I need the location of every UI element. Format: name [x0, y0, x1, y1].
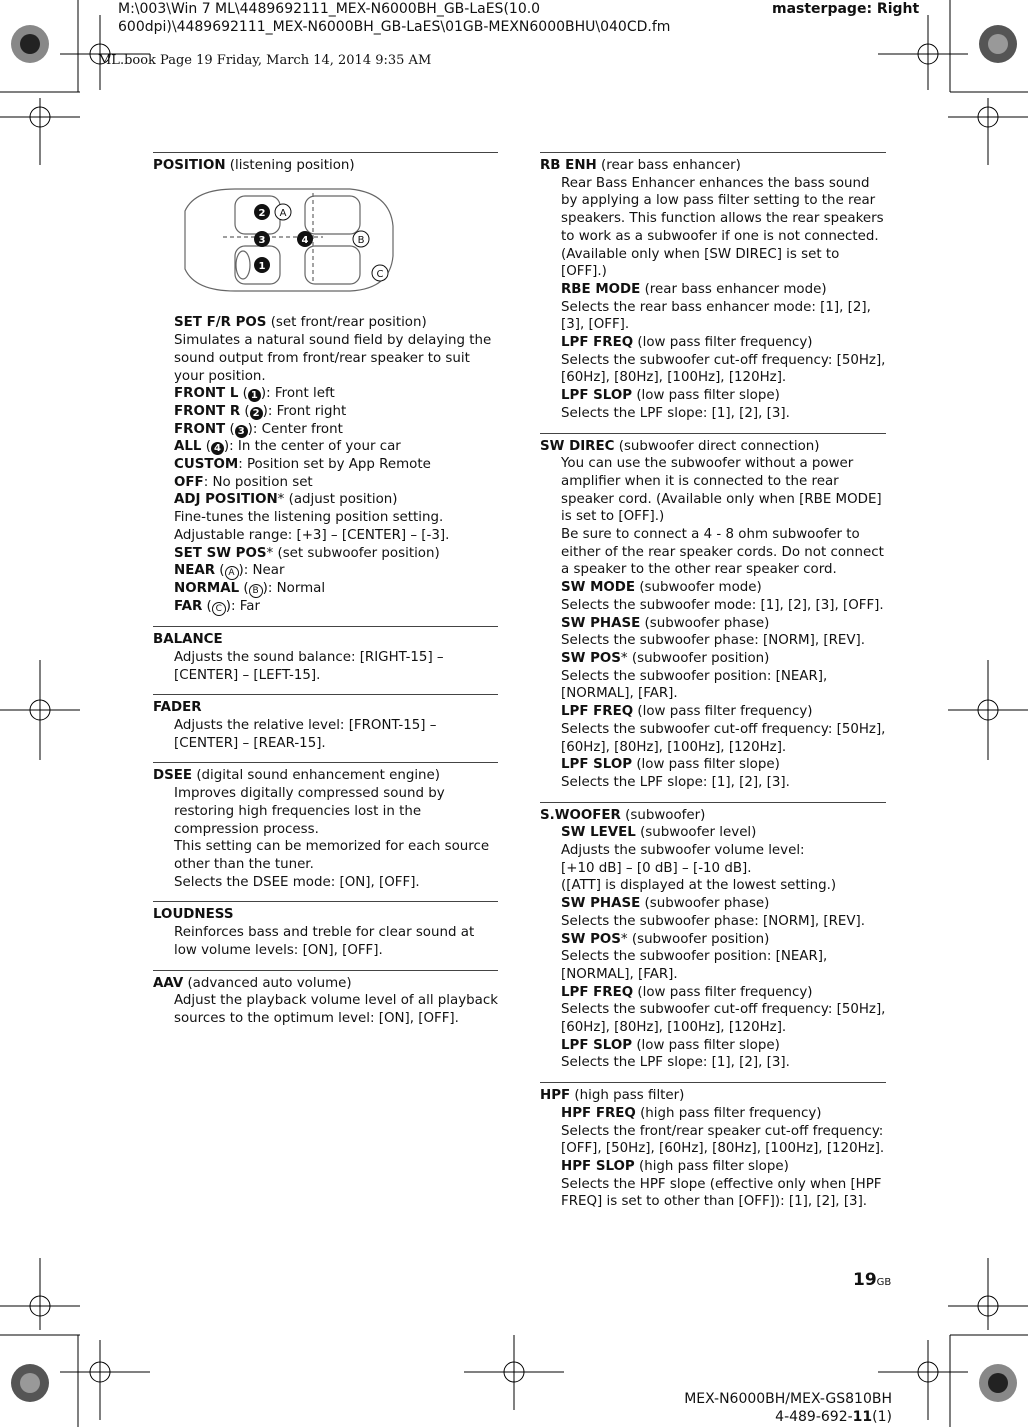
- marker-4: 4: [211, 442, 224, 455]
- balance-section: BALANCE Adjusts the sound balance: [RIGHT-15] – [CENTER] – [LEFT-15].: [153, 626, 498, 694]
- aav-section: AAV (advanced auto volume) Adjust the playback volume level of all playback sources to the optimum level: [ON], [OFF].: [153, 970, 498, 1038]
- section-title: LOUDNESS: [153, 907, 234, 923]
- fig-label-3: 3: [258, 234, 266, 246]
- position-section: POSITION (listening position) 2 A 3 4 B 1 C SET F/R POS (set front/rear position) Simulates a natural sound field by delaying the sound output from front/rear speaker to suit your position. FRONT L ( 1 ): Front left FRONT R ( 2 ): Front right FRONT ( 3 ): Center front ALL ( 4 ): In the center of your car CUSTOM: Position set by App Remote OFF: No position set ADJ POSITION* (adjust position) Fine-tunes the listening position setting. Adjustable range: [+3] – [CENTER] – [-3]. SET SW POS* (set subwoofer position) NEAR ( A ): Near NORMAL ( B ): Normal FAR ( C ): Far: [153, 152, 498, 626]
- hpf-section: HPF (high pass filter) HPF FREQ (high pass filter frequency) Selects the front/rear speaker cut-off frequency: [OFF], [50Hz], [60Hz], [80Hz], [100Hz], [120Hz]. HPF SLOP (high pass filter slope) Selects the HPF slope (effective only when [HPF FREQ] is set to other than [OFF]): [1], [2], [3].: [540, 1082, 886, 1221]
- fig-label-1: 1: [258, 260, 266, 272]
- section-title: HPF: [540, 1088, 571, 1104]
- sw-direc-section: SW DIREC (subwoofer direct connection) You can use the subwoofer without a power amplifier when it is connected to the rear speaker cord. (Available only when [RBE MODE] is set to [OFF].) Be sure to connect a 4 - 8 ohm subwoofer to either of the rear speaker cords. Do not connect a speaker to the other rear speaker cord. SW MODE (subwoofer mode) Selects the subwoofer mode: [1], [2], [3], [OFF]. SW PHASE (subwoofer phase) Selects the subwoofer phase: [NORM], [REV]. SW POS* (subwoofer position) Selects the subwoofer position: [NEAR], [NORMAL], [FAR]. LPF FREQ (low pass filter frequency) Selects the subwoofer cut-off frequency: [50Hz], [60Hz], [80Hz], [100Hz], [120Hz]. LPF SLOP (low pass filter slope) Selects the LPF slope: [1], [2], [3].: [540, 433, 886, 802]
- marker-a: A: [225, 566, 239, 580]
- marker-3: 3: [235, 425, 248, 438]
- listening-position-diagram: [175, 181, 397, 299]
- fig-label-4: 4: [301, 234, 309, 246]
- marker-c: C: [212, 602, 226, 616]
- dsee-section: DSEE (digital sound enhancement engine) Improves digitally compressed sound by restoring high frequencies lost in the compression process. This setting can be memorized for each source other than the tuner. Selects the DSEE mode: [ON], [OFF].: [153, 762, 498, 901]
- fig-label-c: C: [376, 268, 384, 280]
- left-column: [153, 152, 498, 1038]
- loudness-section: LOUDNESS Reinforces bass and treble for clear sound at low volume levels: [ON], [OFF].: [153, 901, 498, 969]
- right-column: [540, 152, 886, 1221]
- fig-label-b: B: [357, 234, 365, 246]
- marker-b: B: [249, 584, 263, 598]
- fig-label-a: A: [279, 207, 287, 219]
- section-title: S.WOOFER: [540, 807, 621, 823]
- section-title: POSITION: [153, 158, 226, 173]
- header-file-path: M:\003\Win 7 ML\4489692111_MEX-N6000BH_GB-LaES(10.0 600dpi)\4489692111_MEX-N6000BH_GB-LaES\01GB-MEXN6000BHU\040CD.fm: [118, 1, 671, 35]
- section-title: RB ENH: [540, 158, 597, 173]
- fader-section: FADER Adjusts the relative level: [FRONT-15] – [CENTER] – [REAR-15].: [153, 694, 498, 762]
- fig-label-2: 2: [258, 207, 266, 219]
- header-masterpage: masterpage: Right: [772, 1, 920, 17]
- section-title: DSEE: [153, 768, 193, 784]
- header-book-info: ML.book Page 19 Friday, March 14, 2014 9:35 AM: [98, 53, 432, 68]
- section-title: BALANCE: [153, 632, 223, 648]
- rb-enh-section: RB ENH (rear bass enhancer) Rear Bass Enhancer enhances the bass sound by applying a low pass filter setting to the rear speakers. This function allows the rear speakers to work as a subwoofer if one is not connected. (Available only when [SW DIREC] is set to [OFF].) RBE MODE (rear bass enhancer mode) Selects the rear bass enhancer mode: [1], [2], [3], [OFF]. LPF FREQ (low pass filter frequency) Selects the subwoofer cut-off frequency: [50Hz], [60Hz], [80Hz], [100Hz], [120Hz]. LPF SLOP (low pass filter slope) Selects the LPF slope: [1], [2], [3].: [540, 152, 886, 433]
- marker-1: 1: [248, 389, 261, 402]
- section-title: SW DIREC: [540, 438, 615, 454]
- footer-model: MEX-N6000BH/MEX-GS810BH 4-489-692-11(1): [684, 1391, 892, 1425]
- section-title: FADER: [153, 700, 202, 716]
- s-woofer-section: S.WOOFER (subwoofer) SW LEVEL (subwoofer level) Adjusts the subwoofer volume level: [+10 dB] – [0 dB] – [-10 dB]. ([ATT] is displayed at the lowest setting.) SW PHASE (subwoofer phase) Selects the subwoofer phase: [NORM], [REV]. SW POS* (subwoofer position) Selects the subwoofer position: [NEAR], [NORMAL], [FAR]. LPF FREQ (low pass filter frequency) Selects the subwoofer cut-off frequency: [50Hz], [60Hz], [80Hz], [100Hz], [120Hz]. LPF SLOP (low pass filter slope) Selects the LPF slope: [1], [2], [3].: [540, 802, 886, 1083]
- marker-2: 2: [250, 407, 263, 420]
- page-number: 19GB: [853, 1270, 892, 1290]
- section-title: AAV: [153, 975, 184, 991]
